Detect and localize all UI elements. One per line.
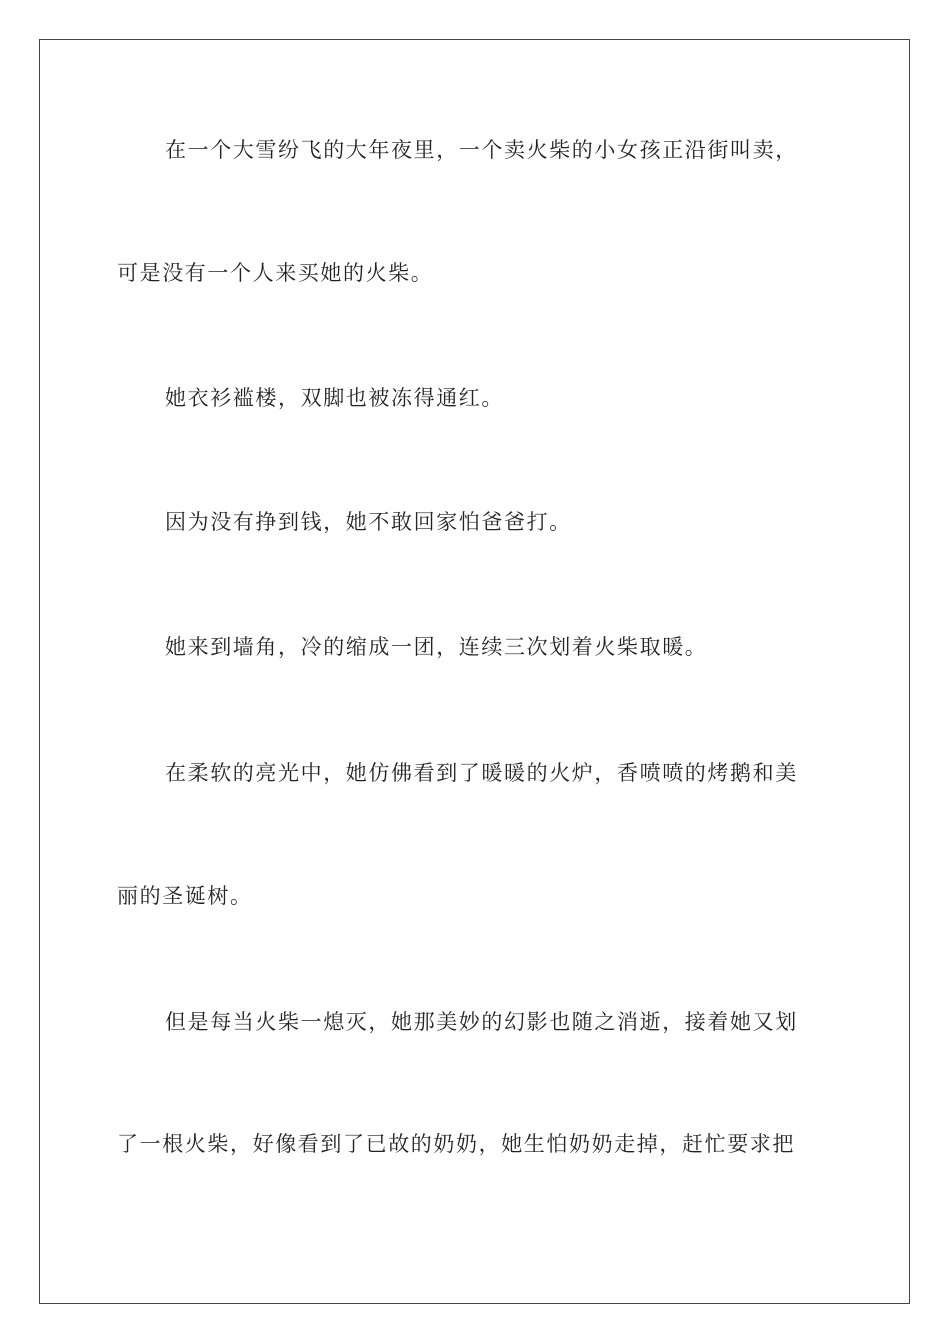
paragraph-line: 丽的圣诞树。	[117, 884, 253, 908]
paragraph-line: 她来到墙角，冷的缩成一团，连续三次划着火柴取暖。	[165, 635, 708, 659]
page-border	[39, 39, 910, 1304]
paragraph-line: 了一根火柴，好像看到了已故的奶奶，她生怕奶奶走掉，赶忙要求把	[117, 1132, 795, 1156]
paragraph-line: 在一个大雪纷飞的大年夜里，一个卖火柴的小女孩正沿街叫卖，	[165, 138, 798, 162]
paragraph-line: 可是没有一个人来买她的火柴。	[117, 261, 434, 285]
paragraph-line: 在柔软的亮光中，她仿佛看到了暖暖的火炉，香喷喷的烤鹅和美	[165, 761, 798, 785]
paragraph-line: 她衣衫褴楼，双脚也被冻得通红。	[165, 386, 504, 410]
paragraph-line: 但是每当火柴一熄灭，她那美妙的幻影也随之消逝，接着她又划	[165, 1010, 798, 1034]
paragraph-line: 因为没有挣到钱，她不敢回家怕爸爸打。	[165, 510, 572, 534]
